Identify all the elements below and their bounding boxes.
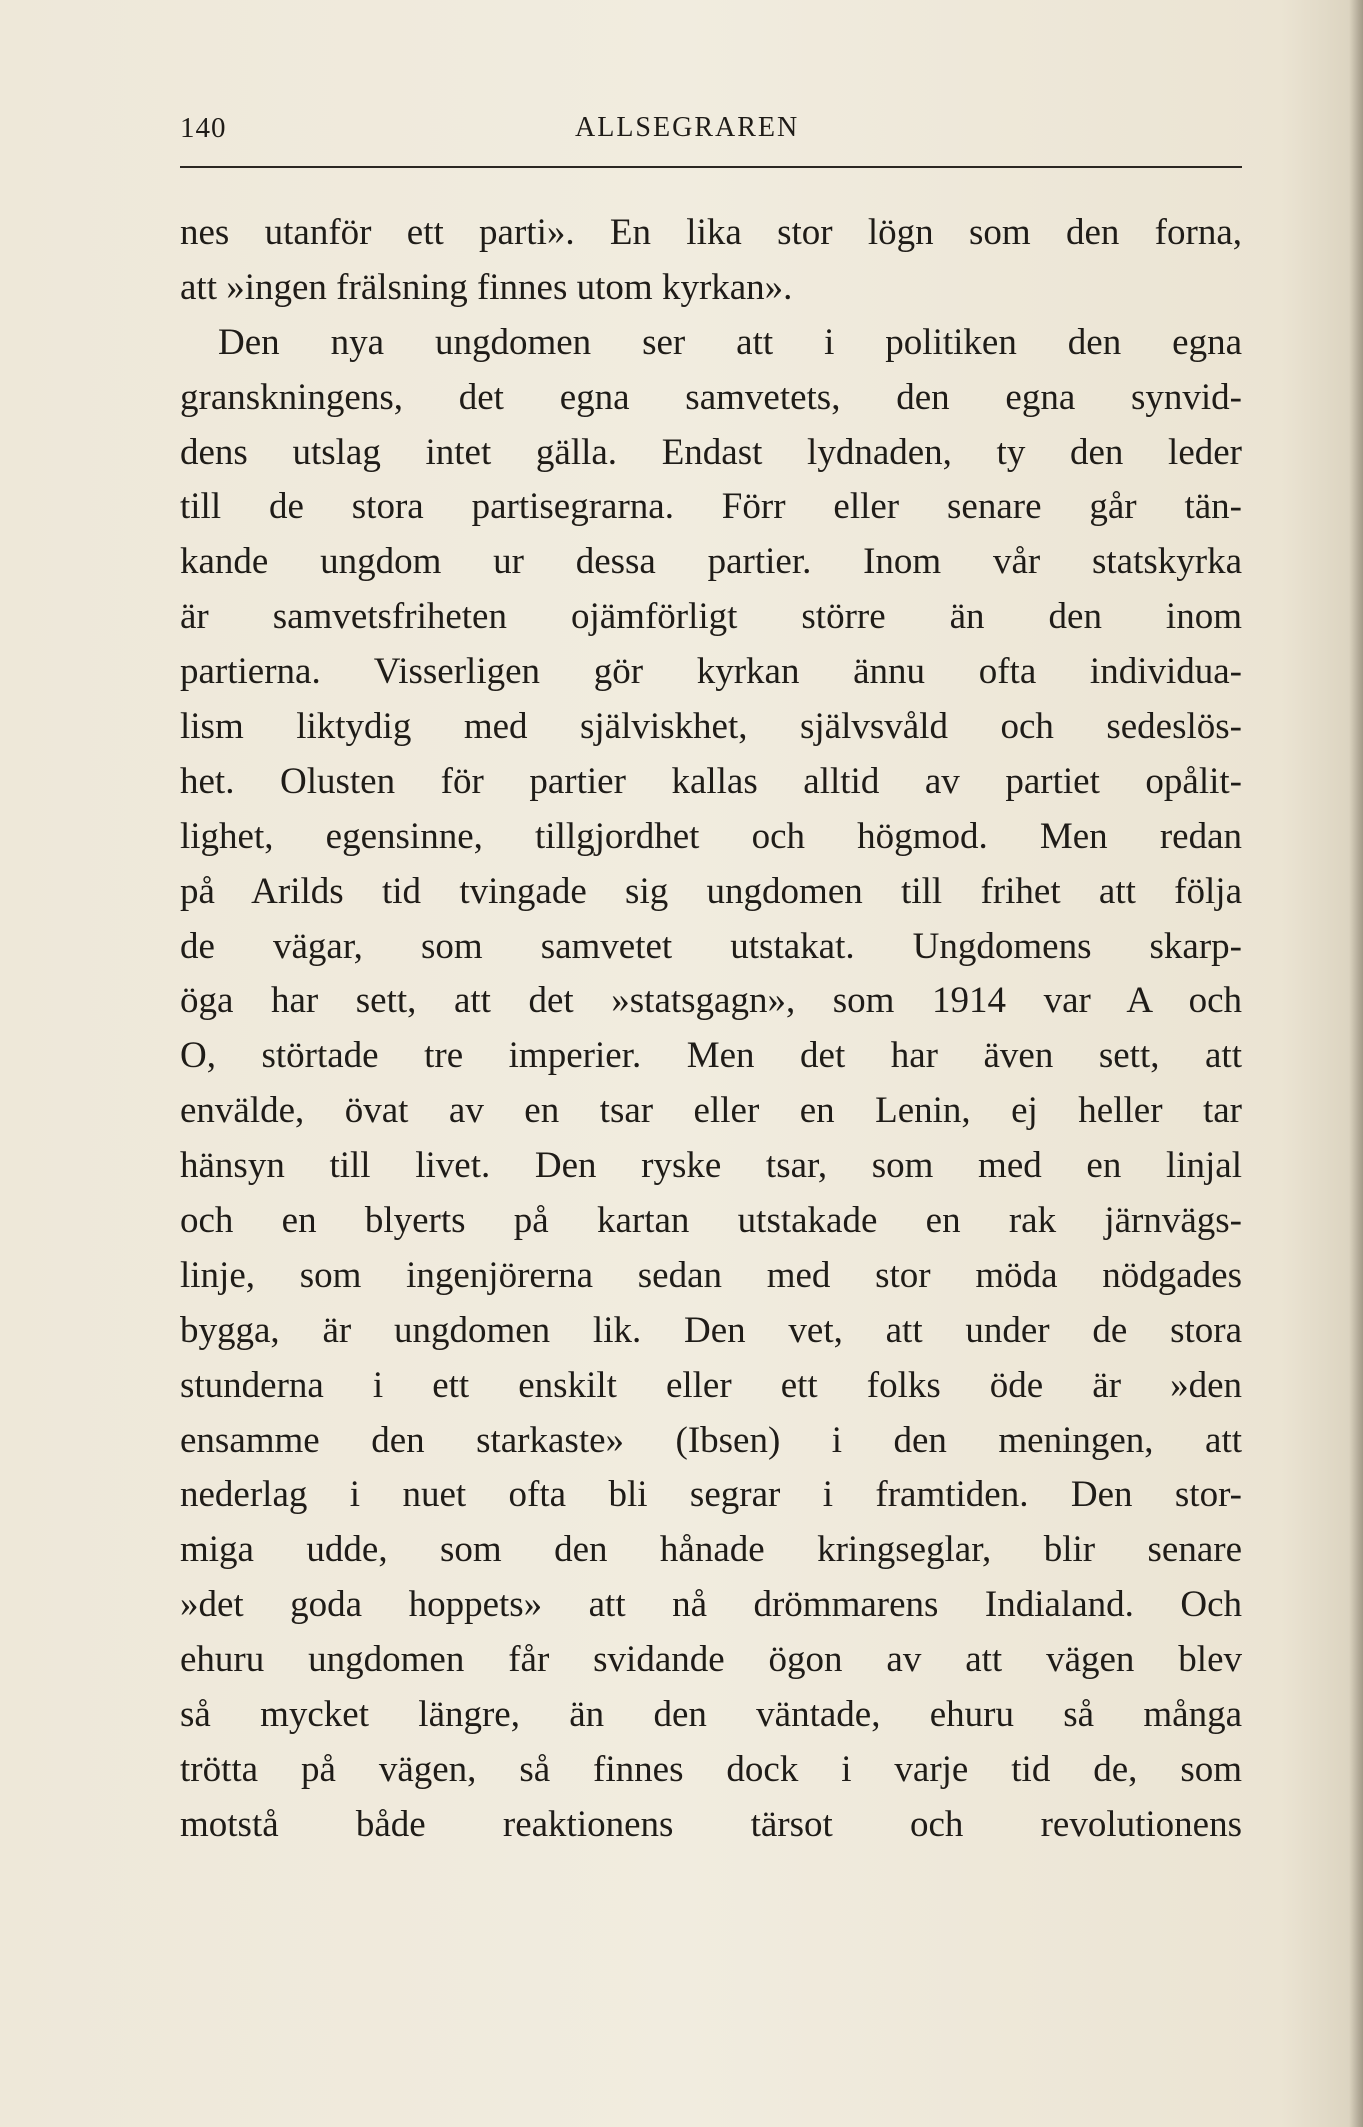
text-line: och en blyerts på kartan utstakade en rak järnvägs- [180, 1200, 1242, 1242]
text-line: på Arilds tid tvingade sig ungdomen till frihet att följa [180, 870, 1242, 912]
text-line: nes utanför ett parti». En lika stor lögn som den forna, [180, 212, 1242, 253]
text-line: partierna. Visserligen gör kyrkan ännu ofta individua- [180, 651, 1242, 693]
text-line: ehuru ungdomen får svidande ögon av att vägen blev [180, 1639, 1242, 1681]
running-title: ALLSEGRAREN [575, 112, 800, 143]
text-line: O, störtade tre imperier. Men det har även sett, att [180, 1035, 1242, 1077]
text-line: hänsyn till livet. Den ryske tsar, som med en linjal [180, 1145, 1242, 1187]
text-line: kande ungdom ur dessa partier. Inom vår statskyrka [180, 541, 1242, 583]
text-line: bygga, är ungdomen lik. Den vet, att under de stora [180, 1309, 1242, 1351]
text-line: trötta på vägen, så finnes dock i varje tid de, som [180, 1748, 1242, 1790]
text-line: ensamme den starkaste» (Ibsen) i den meningen, att [180, 1419, 1242, 1461]
text-line: linje, som ingenjörerna sedan med stor möda nödgades [180, 1254, 1242, 1296]
header-rule [180, 166, 1242, 168]
page-edge-shadow [1349, 0, 1363, 2127]
text-line: »det goda hoppets» att nå drömmarens Indialand. Och [180, 1584, 1242, 1626]
text-line: Den nya ungdomen ser att i politiken den egna [218, 321, 1242, 363]
text-line: till de stora partisegrarna. Förr eller senare går tän- [180, 486, 1242, 528]
text-line: dens utslag intet gälla. Endast lydnaden, ty den leder [180, 431, 1242, 473]
body-text [180, 206, 1242, 1853]
text-line: de vägar, som samvetet utstakat. Ungdomens skarp- [180, 925, 1242, 967]
page-header [180, 112, 1242, 156]
text-line: lism liktydig med själviskhet, självsvåld och sedeslös- [180, 706, 1242, 748]
text-line: nederlag i nuet ofta bli segrar i framtiden. Den stor- [180, 1474, 1242, 1516]
text-line: är samvetsfriheten ojämförligt större än den inom [180, 596, 1242, 638]
text-line: miga udde, som den hånade kringseglar, blir senare [180, 1529, 1242, 1571]
text-line: lighet, egensinne, tillgjordhet och högmod. Men redan [180, 815, 1242, 857]
page-number: 140 [180, 112, 227, 144]
text-line: stunderna i ett enskilt eller ett folks öde är »den [180, 1364, 1242, 1406]
text-line: granskningens, det egna samvetets, den egna synvid- [180, 376, 1242, 418]
text-line: så mycket längre, än den väntade, ehuru så många [180, 1694, 1242, 1736]
text-line: öga har sett, att det »statsgagn», som 1914 var A och [180, 980, 1242, 1022]
text-line: motstå både reaktionens tärsot och revolutionens [180, 1803, 1242, 1845]
text-line: att »ingen frälsning finnes utom kyrkan». [180, 266, 793, 308]
text-line: envälde, övat av en tsar eller en Lenin, ej heller tar [180, 1090, 1242, 1132]
text-line: het. Olusten för partier kallas alltid av partiet opålit- [180, 760, 1242, 802]
